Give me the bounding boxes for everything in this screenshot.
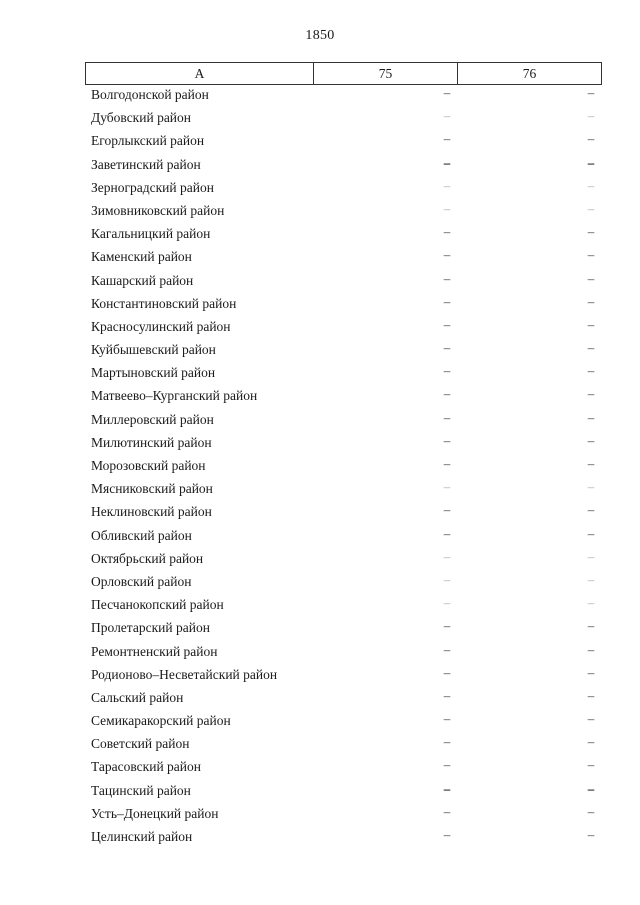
value-76: – [587,154,595,170]
district-name: Морозовский район [91,458,206,473]
value-75: – [443,548,451,564]
value-76: – [587,595,595,611]
table-row [85,734,600,757]
value-75: – [443,200,451,216]
value-76: – [587,85,595,100]
district-name: Тарасовский район [91,759,201,775]
value-76: – [587,316,595,332]
value-75: – [443,479,451,495]
value-76: – [587,432,595,448]
value-75: – [443,780,451,796]
header-cell-76: 76 [458,63,602,85]
district-name: Песчанокопский район [91,597,224,613]
table-row [85,433,600,456]
table-row [85,665,600,688]
table-row [85,224,600,247]
value-75: – [443,293,451,309]
value-75: – [443,131,451,147]
value-75: – [443,432,451,448]
value-76: – [587,803,595,819]
table-row [85,526,600,549]
district-name: Обливский район [91,527,192,543]
value-76: – [587,734,595,750]
value-75: – [443,85,451,100]
district-name: Кагальницкий район [91,226,211,242]
value-75: – [443,154,451,170]
header-cell-a: А [86,63,314,85]
value-76: – [587,641,595,657]
district-name: Целинский район [91,829,193,844]
district-name: Константиновский район [91,295,237,311]
value-75: – [443,803,451,819]
value-76: – [587,108,595,124]
table-row [85,340,600,363]
district-name: Октябрьский район [91,550,204,566]
value-76: – [587,270,595,286]
value-75: – [443,363,451,379]
value-75: – [443,595,451,611]
table-row [85,386,600,409]
header-cell-75: 75 [314,63,458,85]
table-row [85,247,600,270]
value-75: – [443,618,451,634]
value-76: – [587,200,595,216]
value-75: – [443,247,451,263]
value-75: – [443,571,451,587]
district-name: Каменский район [91,249,192,265]
district-name: Ремонтненский район [91,643,218,659]
district-name: Усть–Донецкий район [91,805,219,821]
district-name: Егорлыкский район [91,133,205,149]
table-row [85,781,600,804]
district-name: Пролетарский район [91,620,210,636]
table-row [85,108,600,131]
value-76: – [587,525,595,541]
value-75: – [443,641,451,657]
value-76: – [587,780,595,796]
table-row [85,363,600,386]
value-75: – [443,108,451,124]
table-row [85,456,600,479]
value-76: – [587,224,595,240]
value-75: – [443,177,451,193]
value-75: – [443,316,451,332]
table-row [85,827,600,850]
table-row [85,804,600,827]
table-row [85,757,600,780]
district-name: Кашарский район [91,272,194,288]
value-75: – [443,270,451,286]
value-75: – [443,502,451,518]
district-name: Советский район [91,736,190,752]
table-row [85,317,600,340]
value-75: – [443,827,451,842]
table-row [85,410,600,433]
table-row [85,271,600,294]
value-75: – [443,224,451,240]
value-75: – [443,525,451,541]
table-row [85,155,600,178]
district-name: Заветинский район [91,156,201,172]
district-name: Родионово–Несветайский район [91,666,278,682]
value-75: – [443,734,451,750]
value-76: – [587,247,595,263]
value-76: – [587,386,595,402]
district-name: Милютинский район [91,434,212,450]
table-row [85,201,600,224]
value-75: – [443,664,451,680]
table-row [85,618,600,641]
district-name: Куйбышевский район [91,342,216,358]
value-76: – [587,340,595,356]
value-76: – [587,479,595,495]
value-76: – [587,363,595,379]
value-75: – [443,711,451,727]
district-name: Тацинский район [91,782,191,798]
value-76: – [587,409,595,425]
value-75: – [443,456,451,471]
value-76: – [587,687,595,703]
value-76: – [587,664,595,680]
table-row [85,549,600,572]
value-76: – [587,618,595,634]
district-name: Зимовниковский район [91,202,225,218]
table-body [85,85,600,850]
district-name: Миллеровский район [91,411,214,427]
table-row [85,502,600,525]
value-76: – [587,456,595,471]
value-76: – [587,711,595,727]
district-name: Сальский район [91,689,184,705]
table-row [85,688,600,711]
table-row [85,85,600,108]
header-row [86,63,602,85]
table-row [85,711,600,734]
page-number: 1850 [305,28,335,43]
table-row [85,178,600,201]
value-76: – [587,571,595,587]
district-name: Неклиновский район [91,504,212,520]
district-name: Орловский район [91,573,192,589]
value-76: – [587,293,595,309]
value-76: – [587,548,595,564]
value-76: – [587,177,595,193]
district-name: Волгодонской район [91,87,209,102]
value-76: – [587,131,595,147]
table-row [85,595,600,618]
value-76: – [587,757,595,773]
value-75: – [443,386,451,402]
table-row [85,131,600,154]
table-row [85,572,600,595]
district-name: Матвеево–Курганский район [91,388,258,404]
value-75: – [443,340,451,356]
table-row [85,294,600,317]
table-header [85,62,602,85]
table-row [85,479,600,502]
district-name: Красносулинский район [91,318,231,334]
district-name: Зерноградский район [91,179,214,195]
table-row [85,642,600,665]
district-name: Мартыновский район [91,365,216,381]
district-name: Семикаракорский район [91,713,231,729]
district-name: Мясниковский район [91,481,213,497]
value-75: – [443,757,451,773]
value-75: – [443,687,451,703]
value-75: – [443,409,451,425]
value-76: – [587,502,595,518]
value-76: – [587,827,595,842]
district-name: Дубовский район [91,110,192,126]
